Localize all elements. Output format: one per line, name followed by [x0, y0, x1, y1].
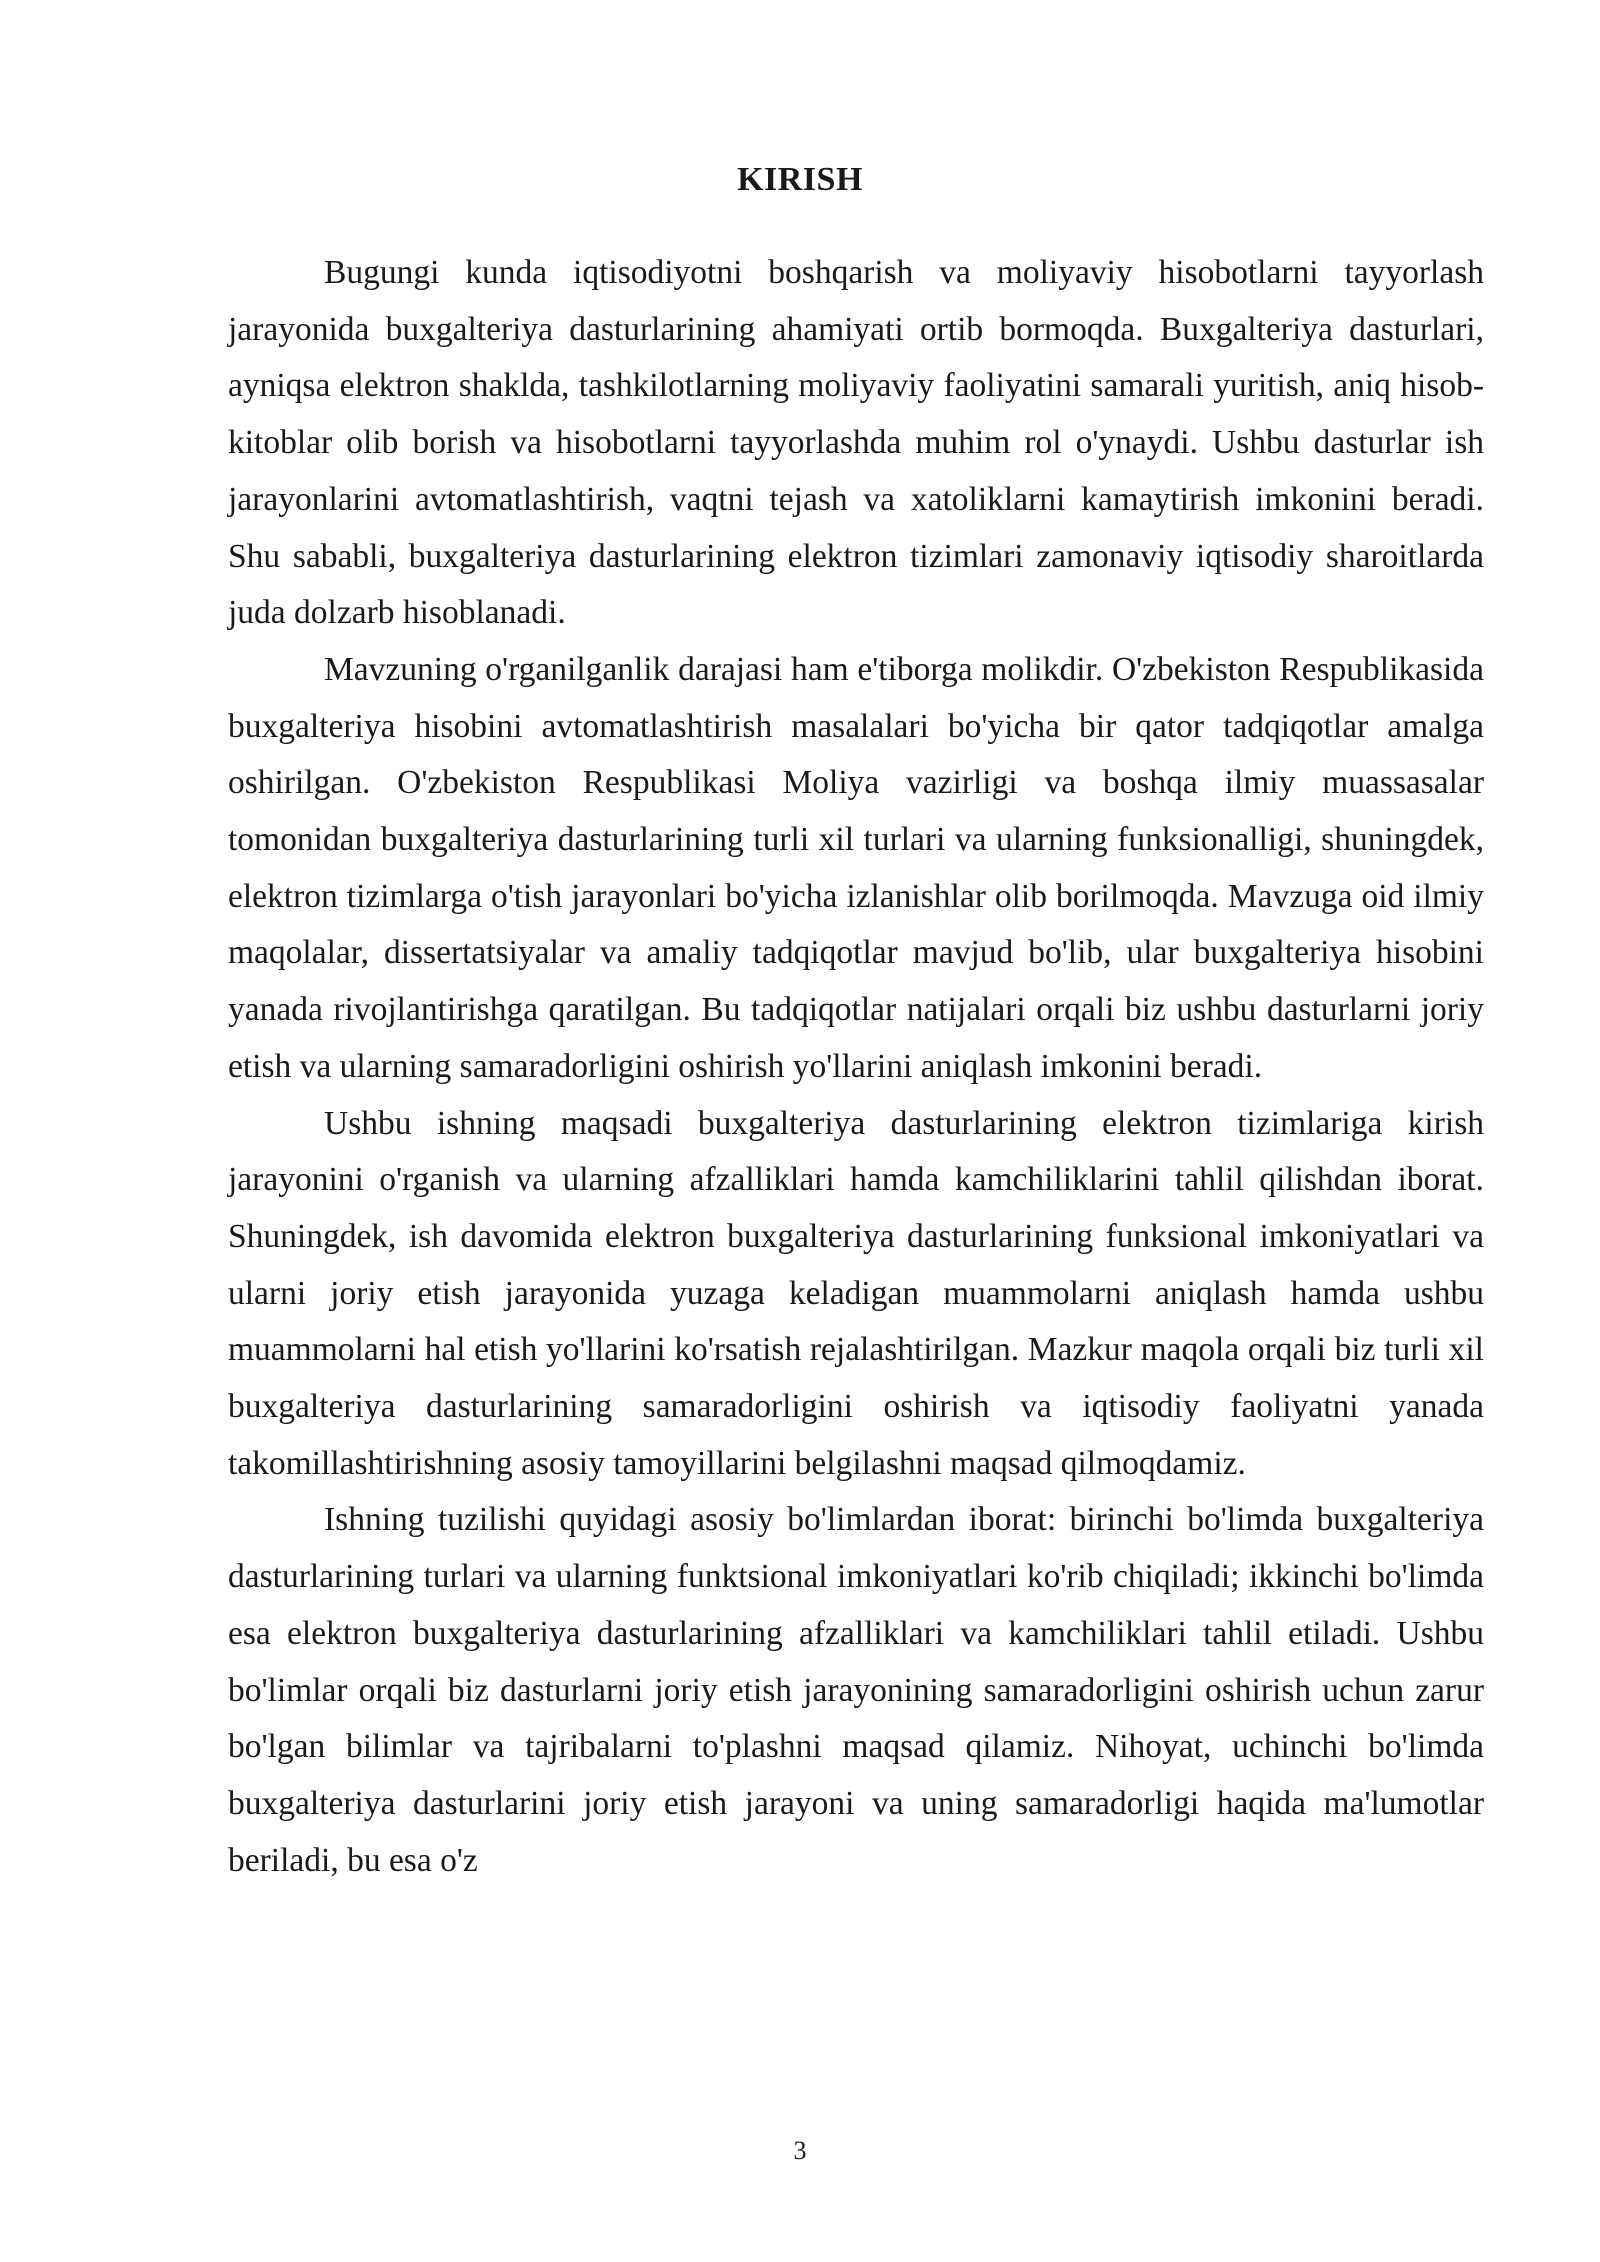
paragraph-literature-review: Mavzuning o'rganilganlik darajasi ham e'tiborga molikdir. O'zbekiston Respublikasida buxgalteriya hisobini avtomatlashtirish masalalari bo'yicha bir qator tadqiqotlar amalga oshirilgan. O'zbekiston Respublikasi Moliya vazirligi va boshqa ilmiy muassasalar tomonidan buxgalteriya dasturlarining turli xil turlari va ularning funksionalligi, shuningdek, elektron tizimlarga o'tish jarayonlari bo'yicha izlanishlar olib borilmoqda. Mavzuga oid ilmiy maqolalar, dissertatsiyalar va amaliy tadqiqotlar mavjud bo'lib, ular buxgalteriya hisobini yanada rivojlantirishga qaratilgan. Bu tadqiqotlar natijalari orqali biz ushbu dasturlarni joriy etish va ularning samaradorligini oshirish yo'llarini aniqlash imkonini beradi. [228, 650, 1484, 1085]
page-number: 3 [793, 2136, 807, 2165]
section-heading: KIRISH [737, 161, 863, 198]
paragraph-purpose: Ushbu ishning maqsadi buxgalteriya dasturlarining elektron tizimlariga kirish jarayonini o'rganish va ularning afzalliklari hamda kamchiliklarini tahlil qilishdan iborat. Shuningdek, ish davomida elektron buxgalteriya dasturlarining funksional imkoniyatlari va ularni joriy etish jarayonida yuzaga keladigan muammolarni aniqlash hamda ushbu muammolarni hal etish yo'llarini ko'rsatish rejalashtirilgan. Mazkur maqola orqali biz turli xil buxgalteriya dasturlarining samaradorligini oshirish va iqtisodiy faoliyatni yanada takomillashtirishning asosiy tamoyillarini belgilashni maqsad qilmoqdamiz. [228, 1104, 1484, 1482]
body-text [228, 245, 1484, 1889]
paragraph-relevance: Bugungi kunda iqtisodiyotni boshqarish va moliyaviy hisobotlarni tayyorlash jarayonida buxgalteriya dasturlarining ahamiyati ortib bormoqda. Buxgalteriya dasturlari, ayniqsa elektron shaklda, tashkilotlarning moliyaviy faoliyatini samarali yuritish, aniq hisob-kitoblar olib borish va hisobotlarni tayyorlashda muhim rol o'ynaydi. Ushbu dasturlar ish jarayonlarini avtomatlashtirish, vaqtni tejash va xatoliklarni kamaytirish imkonini beradi. Shu sababli, buxgalteriya dasturlarining elektron tizimlari zamonaviy iqtisodiy sharoitlarda juda dolzarb hisoblanadi. [228, 254, 1484, 632]
paragraph-structure: Ishning tuzilishi quyidagi asosiy bo'limlardan iborat: birinchi bo'limda buxgalteriya dasturlarining turlari va ularning funktsional imkoniyatlari ko'rib chiqiladi; ikkinchi bo'limda esa elektron buxgalteriya dasturlarining afzalliklari va kamchiliklari tahlil etiladi. Ushbu bo'limlar orqali biz dasturlarni joriy etish jarayonining samaradorligini oshirish uchun zarur bo'lgan bilimlar va tajribalarni to'plashni maqsad qilamiz. Nihoyat, uchinchi bo'limda buxgalteriya dasturlarini joriy etish jarayoni va uning samaradorligi haqida ma'lumotlar beriladi, bu esa o'z [228, 1501, 1484, 1879]
